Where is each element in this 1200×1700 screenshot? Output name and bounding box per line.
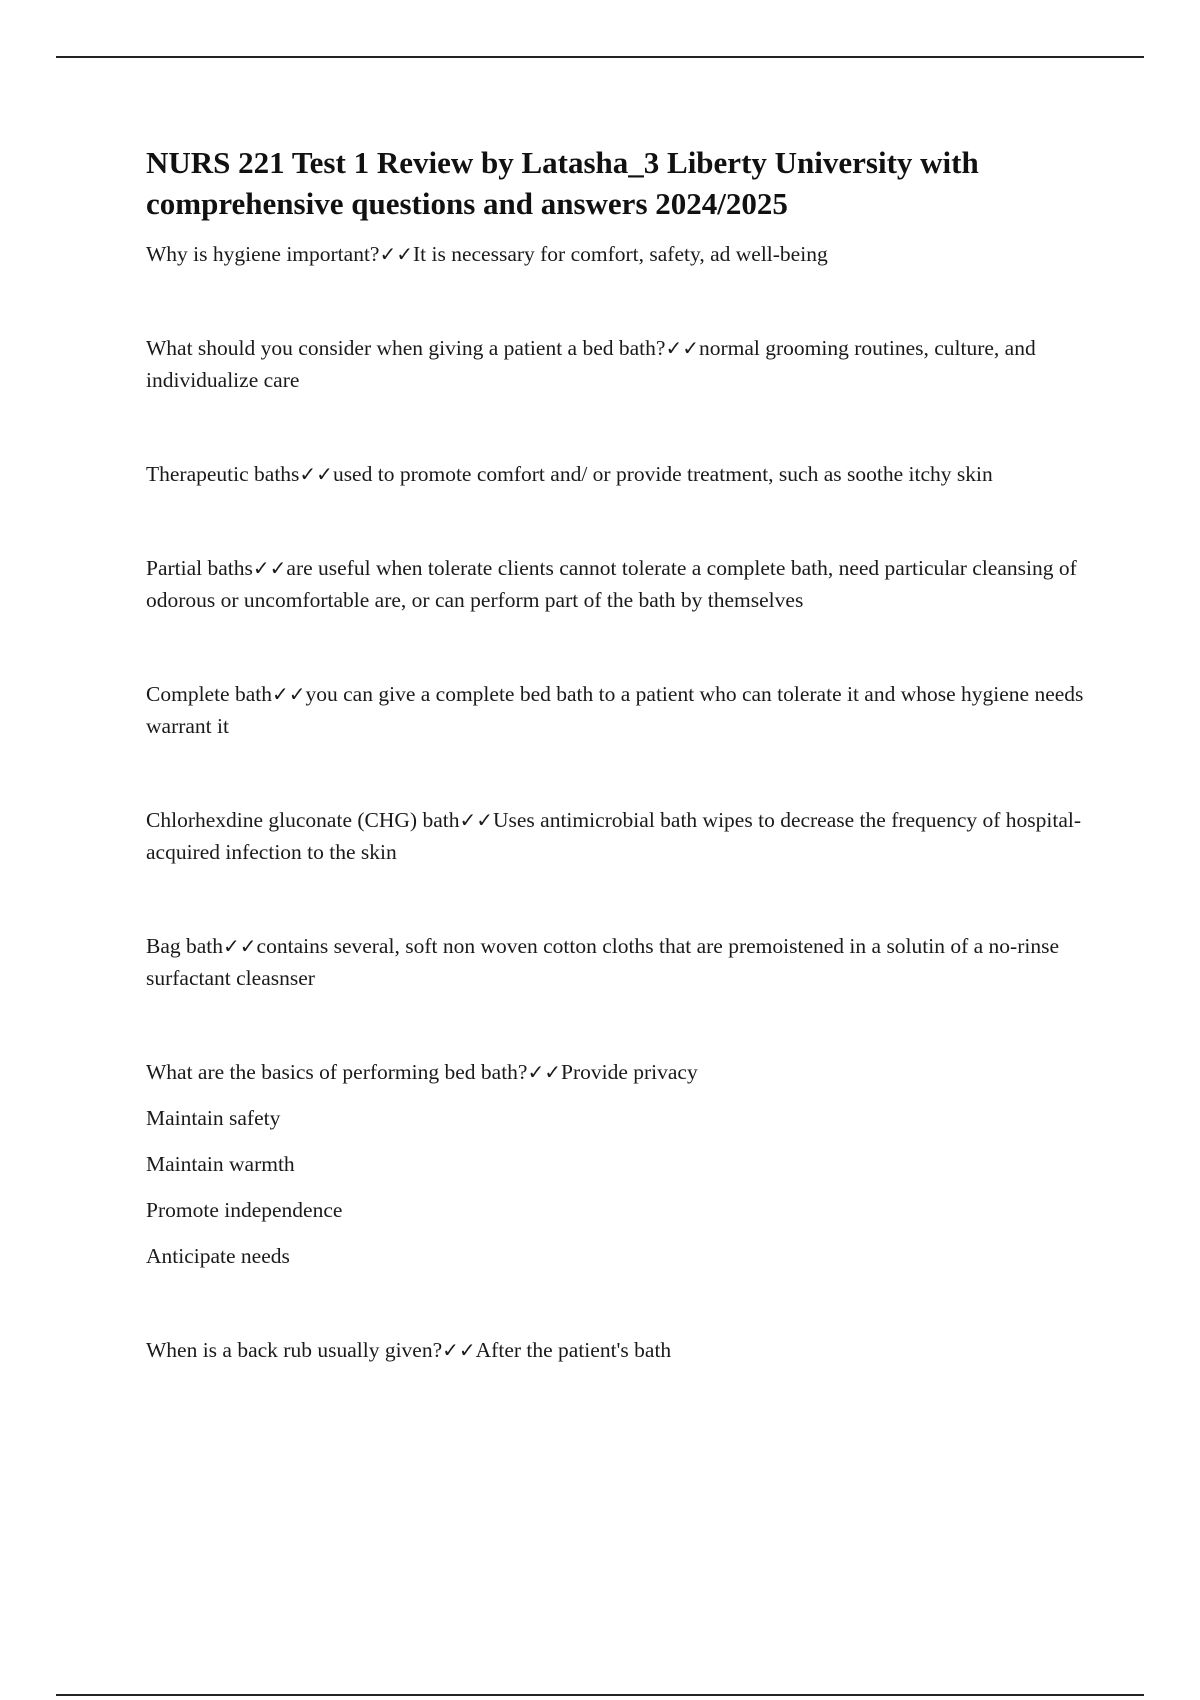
- answer-text: are useful when tolerate clients cannot tolerate a complete bath, need particular cleansing of odorous or uncomfortable are, or can perform part of the bath by themselves: [146, 556, 1077, 612]
- bottom-divider: [56, 1694, 1144, 1696]
- check-mark-icon: ✓✓: [665, 336, 699, 360]
- qa-item: [146, 804, 1096, 868]
- answer-line: Maintain warmth: [146, 1152, 295, 1176]
- check-mark-icon: ✓✓: [442, 1338, 476, 1362]
- question-text: Complete bath: [146, 682, 272, 706]
- qa-item: [146, 930, 1096, 994]
- answer-line: Anticipate needs: [146, 1244, 290, 1268]
- answer-text: used to promote comfort and/ or provide treatment, such as soothe itchy skin: [332, 462, 993, 486]
- check-mark-icon: ✓✓: [459, 808, 493, 832]
- qa-item: [146, 238, 1096, 270]
- question-text: Bag bath: [146, 934, 224, 958]
- document-body: [146, 142, 1096, 1366]
- answer-text: Uses antimicrobial bath wipes to decrease the frequency of hospital-acquired infection to the skin: [146, 808, 1082, 864]
- qa-item: [146, 552, 1096, 616]
- answer-line: Promote independence: [146, 1198, 343, 1222]
- top-divider: [56, 56, 1144, 58]
- qa-item: [146, 1334, 1096, 1366]
- answer-text: After the patient's bath: [475, 1338, 672, 1362]
- question-text: Chlorhexdine gluconate (CHG) bath: [146, 808, 460, 832]
- qa-item: [146, 1056, 1096, 1272]
- document-title: NURS 221 Test 1 Review by Latasha_3 Liberty University with comprehensive questions and answers 2024/2025: [146, 145, 979, 221]
- answer-line: Maintain safety: [146, 1106, 281, 1130]
- question-text: Why is hygiene important?: [146, 242, 380, 266]
- check-mark-icon: ✓✓: [272, 682, 306, 706]
- answer-text: Provide privacy: [560, 1060, 698, 1084]
- answer-text: you can give a complete bed bath to a patient who can tolerate it and whose hygiene needs warrant it: [146, 682, 1084, 738]
- question-text: When is a back rub usually given?: [146, 1338, 443, 1362]
- question-text: What are the basics of performing bed bath?: [146, 1060, 528, 1084]
- qa-item: [146, 332, 1096, 396]
- question-text: What should you consider when giving a patient a bed bath?: [146, 336, 666, 360]
- check-mark-icon: ✓✓: [379, 242, 413, 266]
- question-text: Therapeutic baths: [146, 462, 300, 486]
- check-mark-icon: ✓✓: [252, 556, 287, 580]
- qa-item: [146, 678, 1096, 742]
- answer-text: normal grooming routines, culture, and individualize care: [146, 336, 1036, 392]
- answer-text: It is necessary for comfort, safety, ad well-being: [412, 242, 828, 266]
- answer-text: contains several, soft non woven cotton cloths that are premoistened in a solutin of a no-rinse surfactant cleasnser: [146, 934, 1060, 990]
- qa-item: [146, 458, 1096, 490]
- check-mark-icon: ✓✓: [299, 462, 333, 486]
- check-mark-icon: ✓✓: [527, 1060, 561, 1084]
- check-mark-icon: ✓✓: [223, 934, 257, 958]
- question-text: Partial baths: [146, 556, 253, 580]
